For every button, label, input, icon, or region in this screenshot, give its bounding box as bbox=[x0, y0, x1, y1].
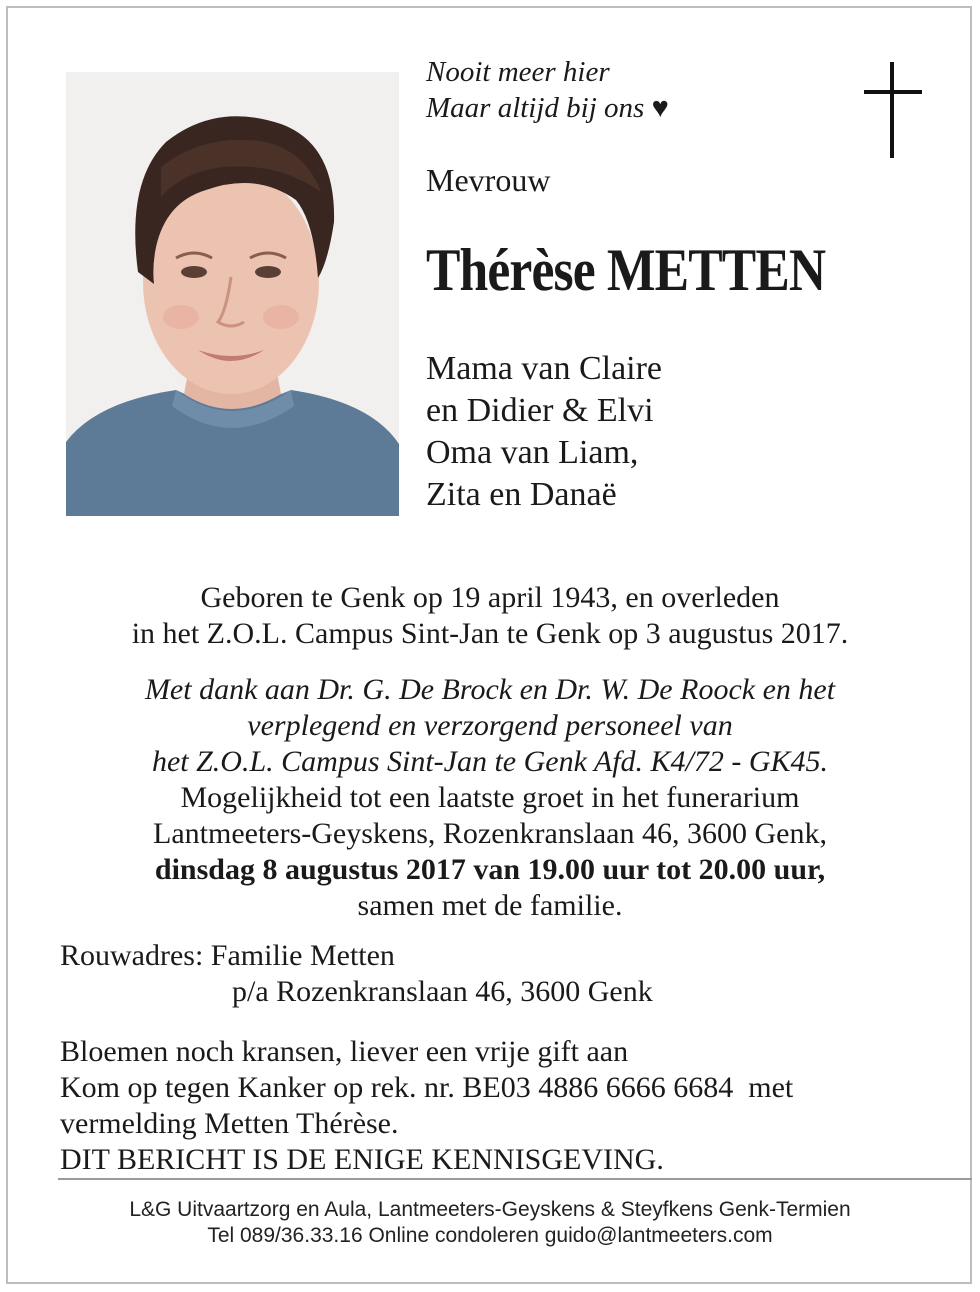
visitation-closing: samen met de familie. bbox=[357, 889, 623, 922]
thanks-line: het Z.O.L. Campus Sint-Jan te Genk Afd. K4/72 - GK45. bbox=[151, 745, 829, 778]
portrait-photo bbox=[66, 72, 399, 516]
visitation-line: Lantmeeters-Geyskens, Rozenkranslaan 46, 3600 Genk, bbox=[153, 817, 827, 850]
honorific-title: Mevrouw bbox=[426, 162, 551, 198]
footer-line-2: Tel 089/36.33.16 Online condoleren guido@lantmeeters.com bbox=[207, 1224, 773, 1247]
address-line-2: p/a Rozenkranslaan 46, 3600 Genk bbox=[232, 975, 653, 1008]
birth-death-text bbox=[20, 580, 960, 652]
funeral-home-footer bbox=[0, 1197, 980, 1249]
visitation-line: Mogelijkheid tot een laatste groet in het funerarium bbox=[180, 781, 800, 814]
motto-line-2: Maar altijd bij ons ♥ bbox=[426, 92, 669, 124]
donation-line: Kom op tegen Kanker op rek. nr. BE03 4886 6666 6684 met bbox=[60, 1071, 794, 1104]
donation-line: Bloemen noch kransen, liever een vrije gift aan bbox=[60, 1035, 629, 1068]
deceased-name: Thérèse METTEN bbox=[426, 237, 826, 303]
death-line: in het Z.O.L. Campus Sint-Jan te Genk op 3 augustus 2017. bbox=[131, 617, 849, 650]
cross-icon bbox=[864, 62, 922, 158]
birth-line: Geboren te Genk op 19 april 1943, en overleden bbox=[200, 581, 780, 614]
family-list bbox=[426, 348, 662, 516]
thanks-line: Met dank aan Dr. G. De Brock en Dr. W. De Roock en het bbox=[144, 673, 836, 706]
only-notice-line: DIT BERICHT IS DE ENIGE KENNISGEVING. bbox=[60, 1143, 664, 1176]
family-line: Mama van Claire bbox=[426, 350, 663, 387]
thanks-line: verplegend en verzorgend personeel van bbox=[247, 709, 733, 742]
family-line: Oma van Liam, bbox=[426, 434, 639, 471]
family-line: en Didier & Elvi bbox=[426, 392, 654, 429]
donation-line: vermelding Metten Thérèse. bbox=[60, 1107, 399, 1140]
footer-line-1: L&G Uitvaartzorg en Aula, Lantmeeters-Geyskens & Steyfkens Genk-Termien bbox=[129, 1198, 851, 1221]
family-line: Zita en Danaë bbox=[426, 476, 617, 513]
address-line-1: Rouwadres: Familie Metten bbox=[60, 939, 395, 972]
portrait-illustration bbox=[66, 72, 399, 516]
donation-notice bbox=[60, 1034, 940, 1178]
thanks-and-visitation bbox=[20, 672, 960, 924]
footer-divider bbox=[58, 1178, 972, 1180]
visitation-date: dinsdag 8 augustus 2017 van 19.00 uur tot 20.00 uur, bbox=[154, 853, 826, 886]
mourning-address bbox=[60, 938, 940, 1010]
motto bbox=[426, 54, 669, 126]
motto-line-1: Nooit meer hier bbox=[426, 56, 610, 88]
